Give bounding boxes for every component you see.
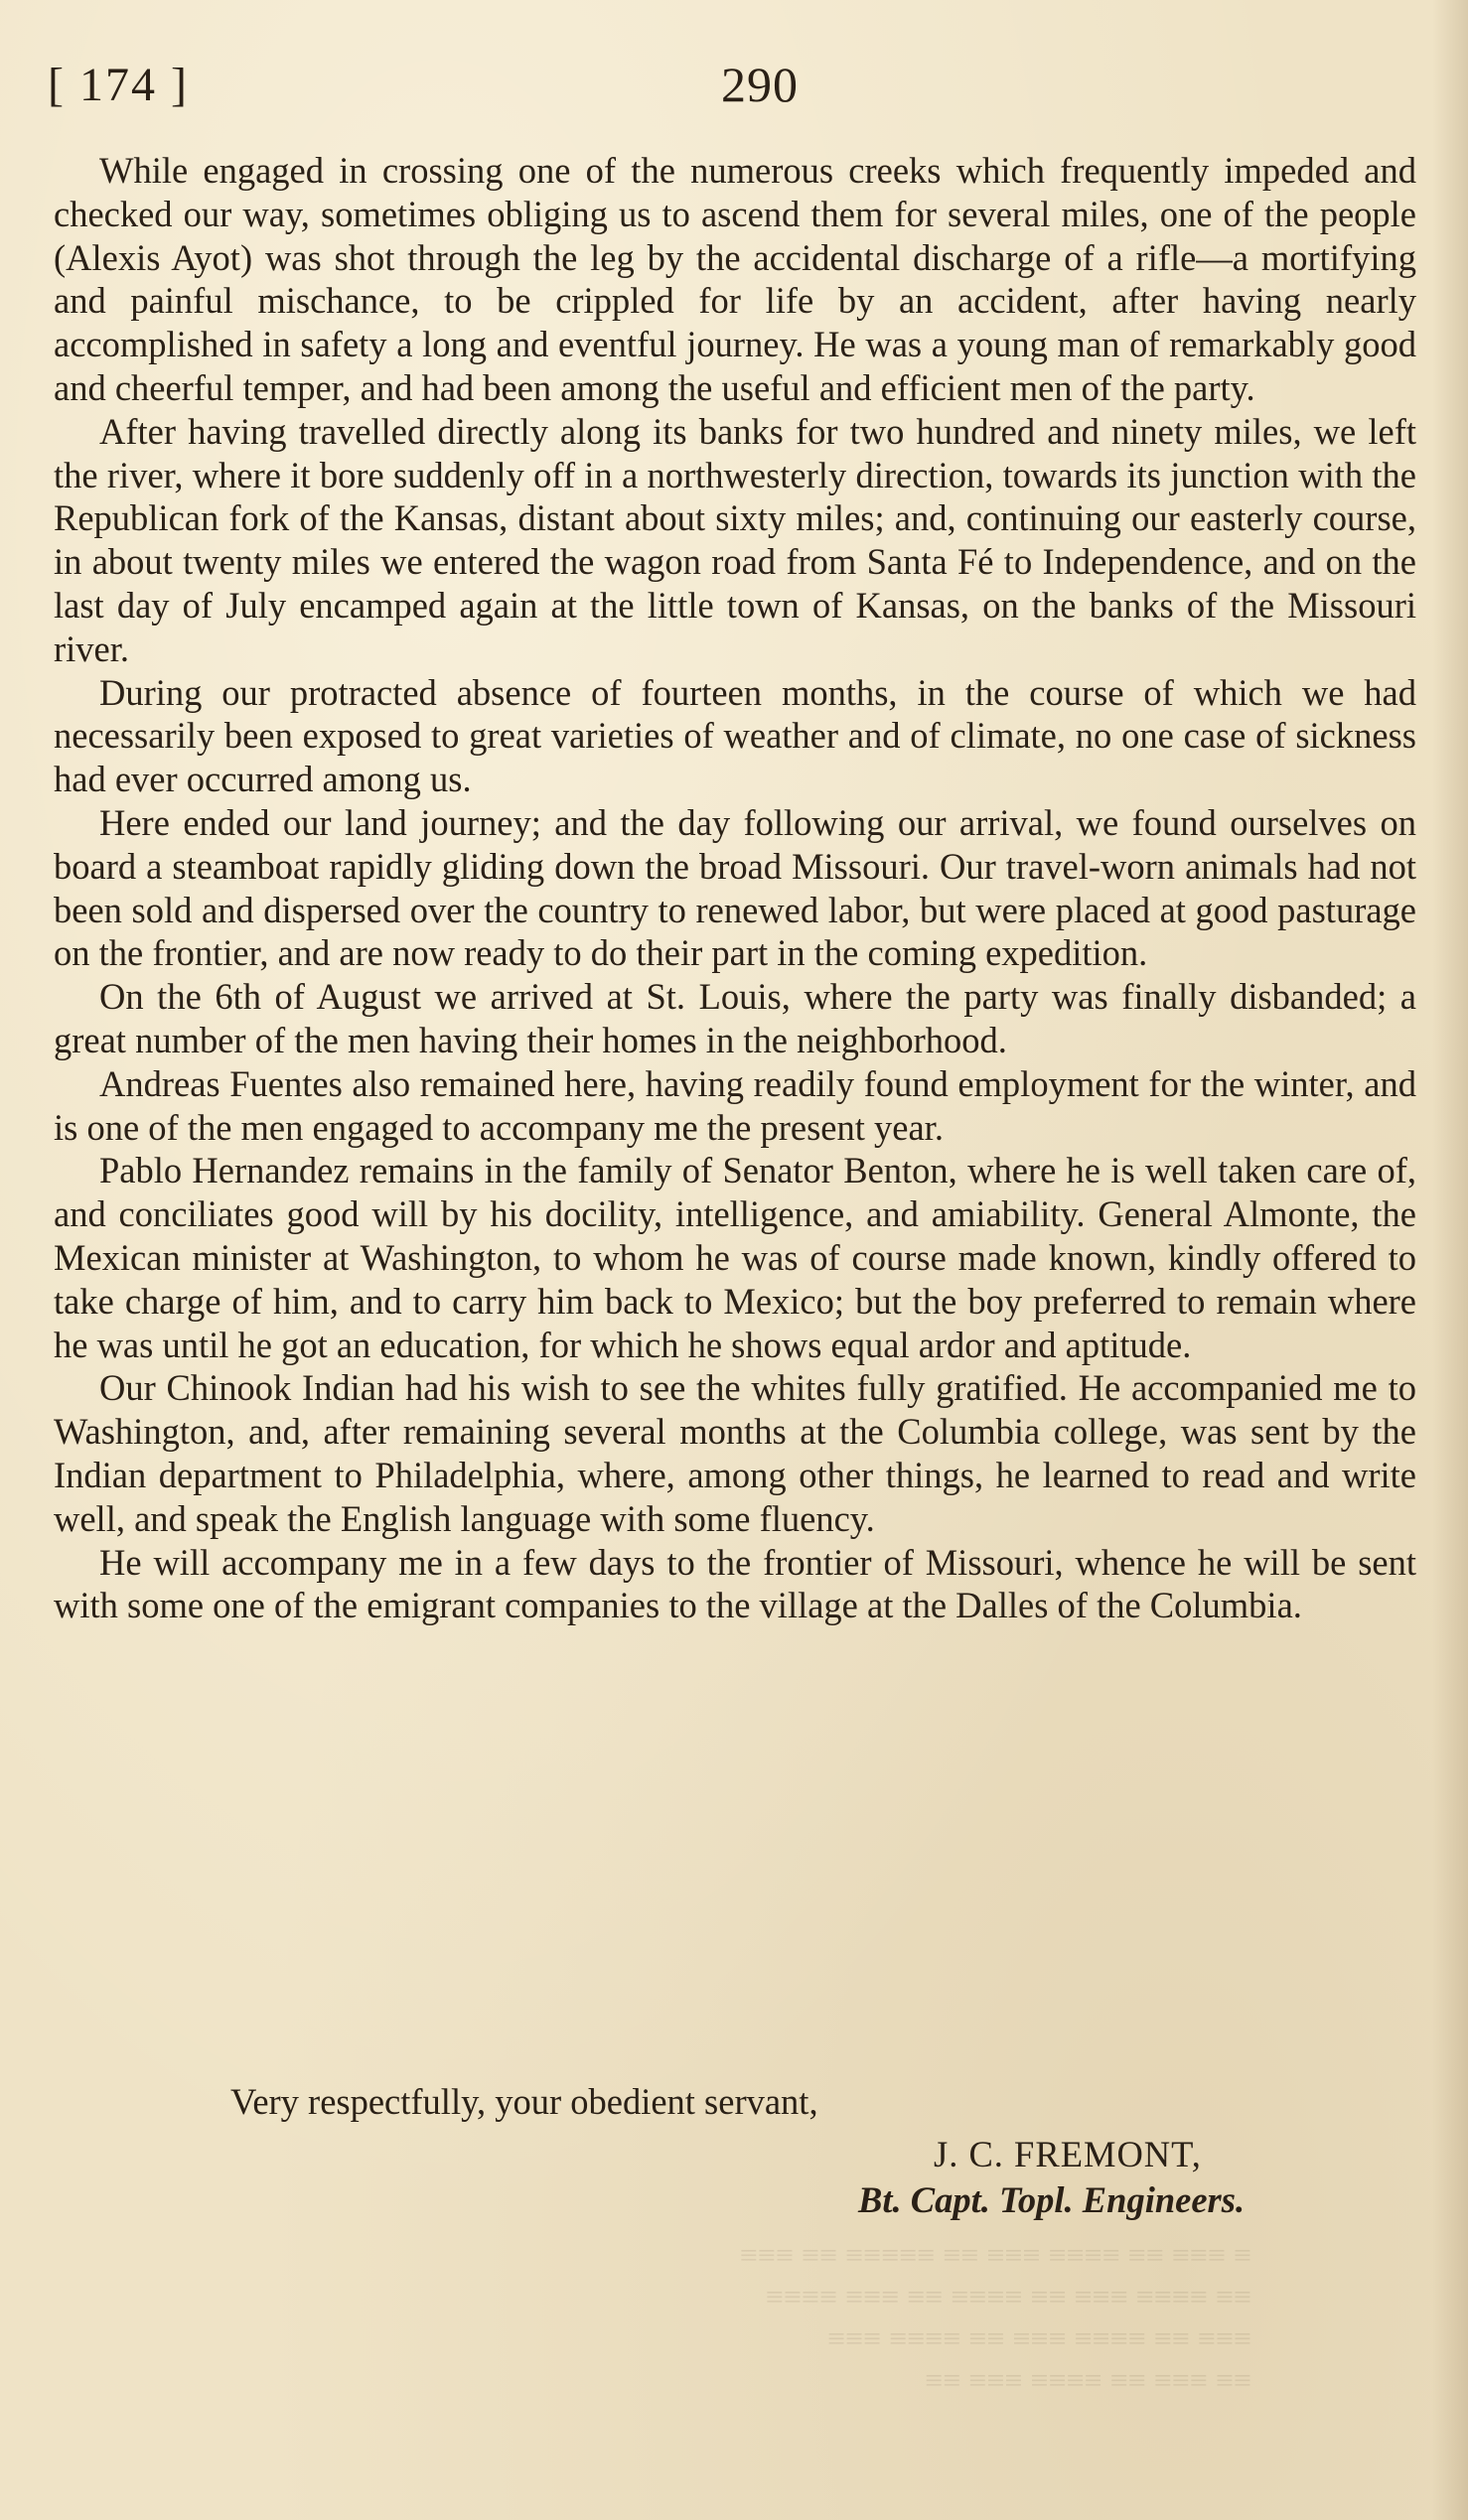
closing-line: Very respectfully, your obedient servant,	[230, 2081, 818, 2122]
folio-number: 290	[721, 57, 799, 112]
paragraph: During our protracted absence of fourteen months, in the course of which we had necessarily been exposed to great varieties of weather and of climate, no one case of sickness had ever occurred among us.	[54, 671, 1416, 800]
page-edge-shadow	[1432, 0, 1468, 2520]
paragraph: Our Chinook Indian had his wish to see the whites fully gratified. He accompanied me to Washington, and, after remaining several months at the Columbia college, was sent by the Indian department to Philadelphia, where, among other things, he learned to read and write well, and speak the English language with some fluency.	[54, 1367, 1416, 1539]
paragraph: While engaged in crossing one of the numerous creeks which frequently impeded and checked our way, sometimes obliging us to ascend them for several miles, one of the people (Alexis Ayot) was shot through the leg by the accidental discharge of a rifle—a mortifying and painful mischance, to be crippled for life by an accident, after having nearly accomplished in safety a long and eventful journey. He was a young man of remarkably good and cheerful temper, and had been among the useful and efficient men of the party.	[54, 150, 1416, 408]
paragraph: Andreas Fuentes also remained here, having readily found employment for the winter, and is one of the men engaged to accompany me the present year.	[54, 1062, 1416, 1148]
report-page-number: [ 174 ]	[48, 59, 189, 111]
signature-name: J. C. FREMONT,	[934, 2134, 1202, 2174]
paragraph: He will accompany me in a few days to the frontier of Missouri, whence he will be sent with some one of the emigrant companies to the village at the Dalles of the Columbia.	[54, 1541, 1416, 1626]
paragraph: On the 6th of August we arrived at St. Louis, where the party was finally disbanded; a great number of the men having their homes in the neighborhood.	[54, 976, 1416, 1060]
paragraph: Here ended our land journey; and the day following our arrival, we found ourselves on board a steamboat rapidly gliding down the broad Missouri. Our travel-worn animals had not been sold and dispersed over the country to renewed labor, but were placed at good pasturage on the frontier, and are now ready to do their part in the coming expedition.	[54, 801, 1416, 974]
signature-title: Bt. Capt. Topl. Engineers.	[858, 2179, 1246, 2220]
paragraph: After having travelled directly along its banks for two hundred and ninety miles, we left the river, where it bore suddenly off in a northwesterly direction, towards its junction with the Republican fork of the Kansas, distant about sixty miles; and, continuing our easterly course, in about twenty miles we entered the wagon road from Santa Fé to Independence, and on the last day of July encamped again at the little town of Kansas, on the banks of the Missouri river.	[54, 410, 1416, 669]
paragraph: Pablo Hernandez remains in the family of Senator Benton, where he is well taken care of, and conciliates good will by his docility, intelligence, and amiability. General Almonte, the Mexican minister at Washington, to whom he was of course made known, kindly offered to take charge of him, and to carry him back to Mexico; but the boy preferred to remain where he was until he got an education, for which he shows equal ardor and aptitude.	[54, 1150, 1416, 1365]
show-through-texture: ≡ ≡≡≡ ≡≡ ≡≡≡≡ ≡≡≡ ≡≡ ≡≡≡≡≡ ≡≡ ≡≡≡ ≡≡ ≡≡≡≡ ≡≡≡ ≡≡ ≡≡≡≡ ≡≡ ≡≡≡ ≡≡≡≡ ≡≡≡ ≡≡ ≡≡≡≡ ≡≡≡ ≡≡ ≡≡≡≡ ≡≡≡ ≡≡ ≡≡≡ ≡≡ ≡≡≡≡ ≡≡≡ ≡≡	[739, 2237, 1251, 2398]
body-text	[54, 149, 1416, 1627]
page-header	[48, 58, 1418, 127]
